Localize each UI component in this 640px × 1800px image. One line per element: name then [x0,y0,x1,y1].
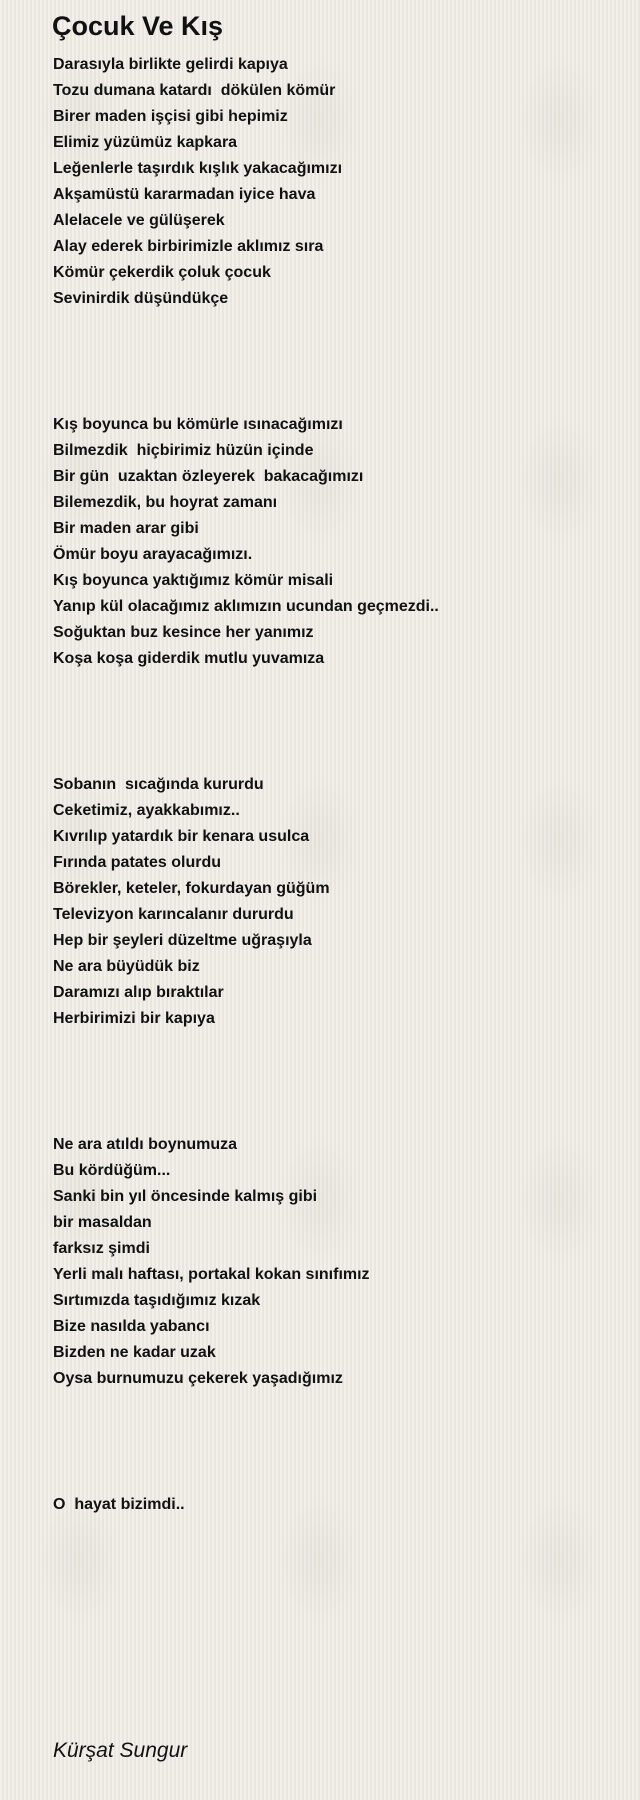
poem-line: Yanıp kül olacağımız aklımızın ucundan geçmezdi.. [53,598,439,615]
poem-line: Sevinirdik düşündükçe [53,290,229,307]
poem-line: Koşa koşa giderdik mutlu yuvamıza [53,650,325,667]
poem-line: Sobanın sıcağında kururdu [53,776,264,793]
poem-line: Bizden ne kadar uzak [53,1344,216,1361]
stanza-3 [53,772,623,1032]
stanza-5 [53,1492,623,1518]
poem-line: Ömür boyu arayacağımızı. [53,546,253,563]
poem-line: Yerli malı haftası, portakal kokan sınıfımız [53,1266,370,1283]
stanza-4 [53,1132,623,1392]
poem-line: Bize nasılda yabancı [53,1318,210,1335]
poem-line: farksız şimdi [53,1240,150,1257]
poem-line: Kış boyunca yaktığımız kömür misali [53,572,334,589]
poem-line: Birer maden işçisi gibi hepimiz [53,108,288,125]
poem-line: Bilmezdik hiçbirimiz hüzün içinde [53,442,314,459]
poem-line: Elimiz yüzümüz kapkara [53,134,238,151]
poem-line: Bu kördüğüm... [53,1162,171,1179]
poem-line: Soğuktan buz kesince her yanımız [53,624,314,641]
poem-line: Herbirimizi bir kapıya [53,1010,215,1027]
poem-line: Hep bir şeyleri düzeltme uğraşıyla [53,932,312,949]
poem-line: O hayat bizimdi.. [53,1496,185,1513]
poem-line: Bir maden arar gibi [53,520,199,537]
stanza-1 [53,52,623,312]
poem-line: Ne ara büyüdük biz [53,958,200,975]
poem-line: Akşamüstü kararmadan iyice hava [53,186,316,203]
poem-line: Daramızı alıp bıraktılar [53,984,224,1001]
poem-title: Çocuk Ve Kış [52,11,224,41]
poem-line: Ceketimiz, ayakkabımız.. [53,802,240,819]
poem-line: Leğenlerle taşırdık kışlık yakacağımızı [53,160,343,177]
poem-line: Bilemezdik, bu hoyrat zamanı [53,494,278,511]
poem-line: Sanki bin yıl öncesinde kalmış gibi [53,1188,318,1205]
poem-line: Sırtımızda taşıdığımız kızak [53,1292,261,1309]
poem-line: Oysa burnumuzu çekerek yaşadığımız [53,1370,343,1387]
poem-line: Bir gün uzaktan özleyerek bakacağımızı [53,468,364,485]
poem-line: Börekler, keteler, fokurdayan güğüm [53,880,330,897]
author-name: Kürşat Sungur [53,1739,188,1762]
poem-line: Fırında patates olurdu [53,854,222,871]
poem-line: Televizyon karıncalanır dururdu [53,906,294,923]
poem-line: Alelacele ve gülüşerek [53,212,225,229]
poem-line: Darasıyla birlikte gelirdi kapıya [53,56,288,73]
poem-line: Ne ara atıldı boynumuza [53,1136,238,1153]
poem-line: Kış boyunca bu kömürle ısınacağımızı [53,416,343,433]
poem-line: Tozu dumana katardı dökülen kömür [53,82,336,99]
stanza-2 [53,412,623,672]
poem-line: Alay ederek birbirimizle aklımız sıra [53,238,324,255]
poem-line: Kömür çekerdik çoluk çocuk [53,264,271,281]
poem-line: Kıvrılıp yatardık bir kenara usulca [53,828,310,845]
poem-line: bir masaldan [53,1214,152,1231]
poem-body [53,52,623,1518]
